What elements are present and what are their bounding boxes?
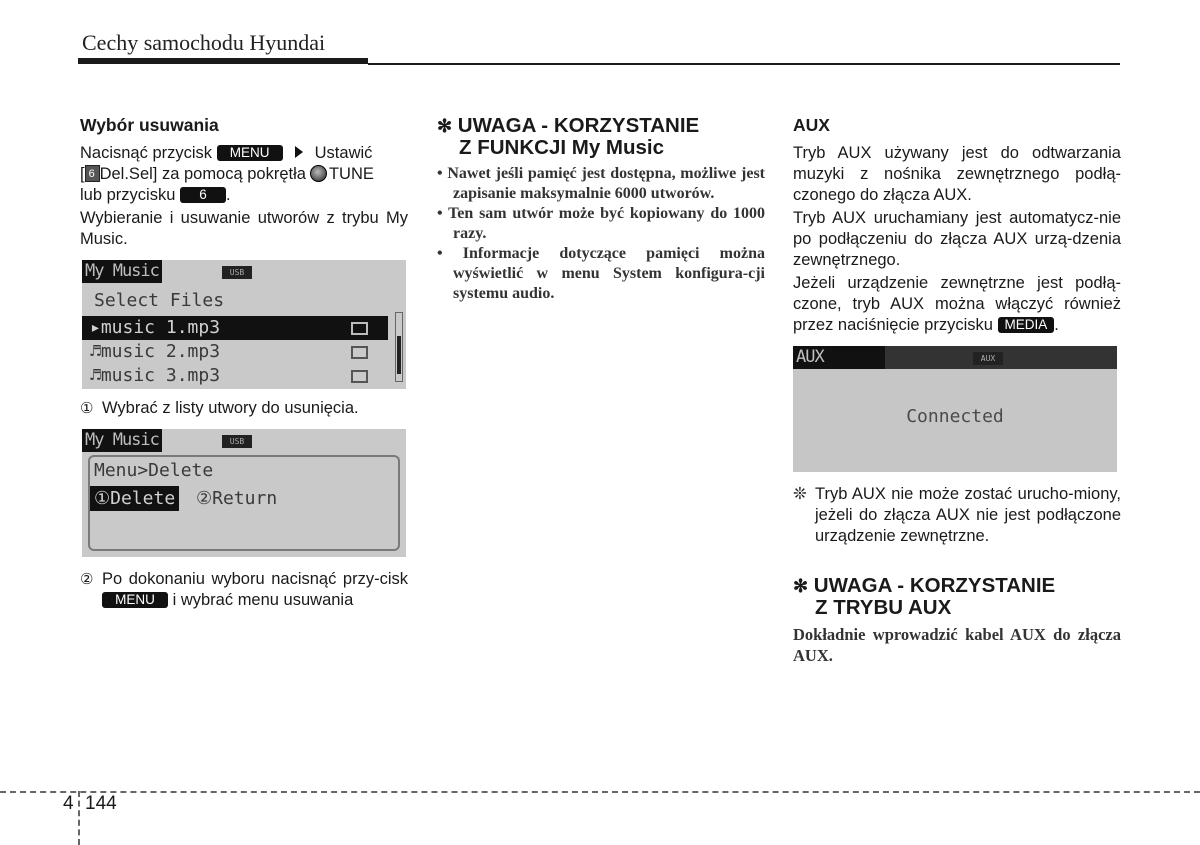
list-item: ♬music 3.mp3 xyxy=(82,364,388,388)
menu-button-label: MENU xyxy=(102,592,168,608)
caption-text: Po dokonaniu wyboru nacisnąć przy-cisk xyxy=(102,570,408,588)
paragraph-aux-1: Tryb AUX używany jest do odtwarzania muzyki z nośnika zewnętrznego podłą-czonego do złącza AUX. xyxy=(793,144,1121,204)
note-heading-line: UWAGA - KORZYSTANIE xyxy=(457,114,700,137)
aux-footnote xyxy=(793,484,1121,547)
text-segment: Del.Sel] za pomocą pokrętła xyxy=(99,165,306,183)
screen-title: My Music xyxy=(82,429,162,452)
usb-icon: USB xyxy=(222,435,252,448)
note-heading-aux xyxy=(793,575,1121,618)
menu-path: Menu>Delete xyxy=(94,460,214,481)
note-heading-line: UWAGA - KORZYSTANIE xyxy=(813,574,1056,597)
text-segment: . xyxy=(1054,316,1059,334)
text-segment: Jeżeli urządzenie zewnętrzne jest podłą-czone, tryb AUX można włączyć również przez naciśnięcie przycisku xyxy=(793,274,1121,334)
page-number-value: 144 xyxy=(85,793,117,814)
section-heading-aux: AUX xyxy=(793,115,830,135)
usb-icon: USB xyxy=(222,266,252,279)
paragraph-instruction xyxy=(80,143,408,206)
caption-step-2 xyxy=(80,569,408,611)
text-segment: [ xyxy=(80,165,85,183)
text-segment: Nacisnąć przycisk xyxy=(80,144,213,162)
checkbox-icon xyxy=(351,346,368,359)
text-segment: TUNE xyxy=(328,165,374,183)
tune-knob-icon xyxy=(310,165,327,182)
list-item: • Informacje dotyczące pamięci można wyświetlić w menu System konfigura-cji systemu audio. xyxy=(437,244,765,304)
paragraph-aux-2: Tryb AUX uruchamiany jest automatycz-nie po podłączeniu do złącza AUX urzą-dzenia zewnętrznego. xyxy=(793,209,1121,269)
footer-divider xyxy=(0,791,1200,793)
list-item: ♬music 2.mp3 xyxy=(82,340,388,364)
connection-status: Connected xyxy=(906,406,1004,427)
number-six-icon: 6 xyxy=(85,165,100,182)
option-return: ②Return xyxy=(196,488,278,509)
chapter-number: 4 xyxy=(63,793,74,814)
section-heading-delete: Wybór usuwania xyxy=(80,115,219,135)
column-right xyxy=(793,115,1121,666)
step-number: ① xyxy=(80,400,94,417)
note-heading-my-music xyxy=(437,115,765,158)
list-item: • Nawet jeśli pamięć jest dostępna, możliwe jest zapisanie maksymalnie 6000 utworów. xyxy=(437,164,765,204)
screen-title: AUX xyxy=(793,346,885,369)
paragraph-description: Wybieranie i usuwanie utworów z trybu My Music. xyxy=(80,209,408,248)
note-bullet-list xyxy=(437,164,765,304)
text-segment: lub przycisku xyxy=(80,186,176,204)
text-segment: Ustawić xyxy=(314,144,373,162)
page-header-title: Cechy samochodu Hyundai xyxy=(82,30,326,55)
asterisk-icon: ✻ xyxy=(437,116,453,136)
option-delete: ①Delete xyxy=(90,486,179,511)
caption-step-1 xyxy=(80,398,408,419)
page-number xyxy=(63,793,117,815)
note-symbol-icon: ❊ xyxy=(793,485,807,503)
screen-title: My Music xyxy=(82,260,162,283)
screen-subtitle: Select Files xyxy=(94,290,225,311)
scrollbar-thumb xyxy=(397,336,401,374)
text-segment: . xyxy=(225,186,231,204)
arrow-right-icon xyxy=(295,146,303,158)
screen-select-files xyxy=(82,260,406,389)
header-rule xyxy=(78,58,368,64)
step-number: ② xyxy=(80,571,94,588)
checkbox-icon xyxy=(351,370,368,383)
media-button-label: MEDIA xyxy=(998,317,1055,333)
preset-6-button-label: 6 xyxy=(180,187,226,203)
footnote-text: Tryb AUX nie może zostać urucho-miony, jeżeli do złącza AUX nie jest podłączone urządzenie zewnętrzne. xyxy=(815,485,1121,545)
caption-text: Wybrać z listy utwory do usunięcia. xyxy=(102,399,359,417)
column-middle xyxy=(437,115,765,304)
header-rule-thin xyxy=(368,63,1120,65)
screen-aux xyxy=(793,346,1117,472)
caption-text: i wybrać menu usuwania xyxy=(172,591,354,609)
note-heading-line: Z FUNKCJI My Music xyxy=(459,136,665,159)
menu-button-label: MENU xyxy=(217,145,283,161)
list-item: • Ten sam utwór może być kopiowany do 1000 razy. xyxy=(437,204,765,244)
screen-menu-delete xyxy=(82,429,406,557)
asterisk-icon: ✻ xyxy=(793,576,809,596)
paragraph-aux-3 xyxy=(793,273,1121,336)
list-item: ▸music 1.mp3 xyxy=(82,316,388,340)
checkbox-icon xyxy=(351,322,368,335)
note-aux-text: Dokładnie wprowadzić kabel AUX do złącza AUX. xyxy=(793,625,1121,665)
note-heading-line: Z TRYBU AUX xyxy=(815,596,952,619)
aux-badge: AUX xyxy=(973,352,1003,365)
column-left xyxy=(80,115,408,611)
